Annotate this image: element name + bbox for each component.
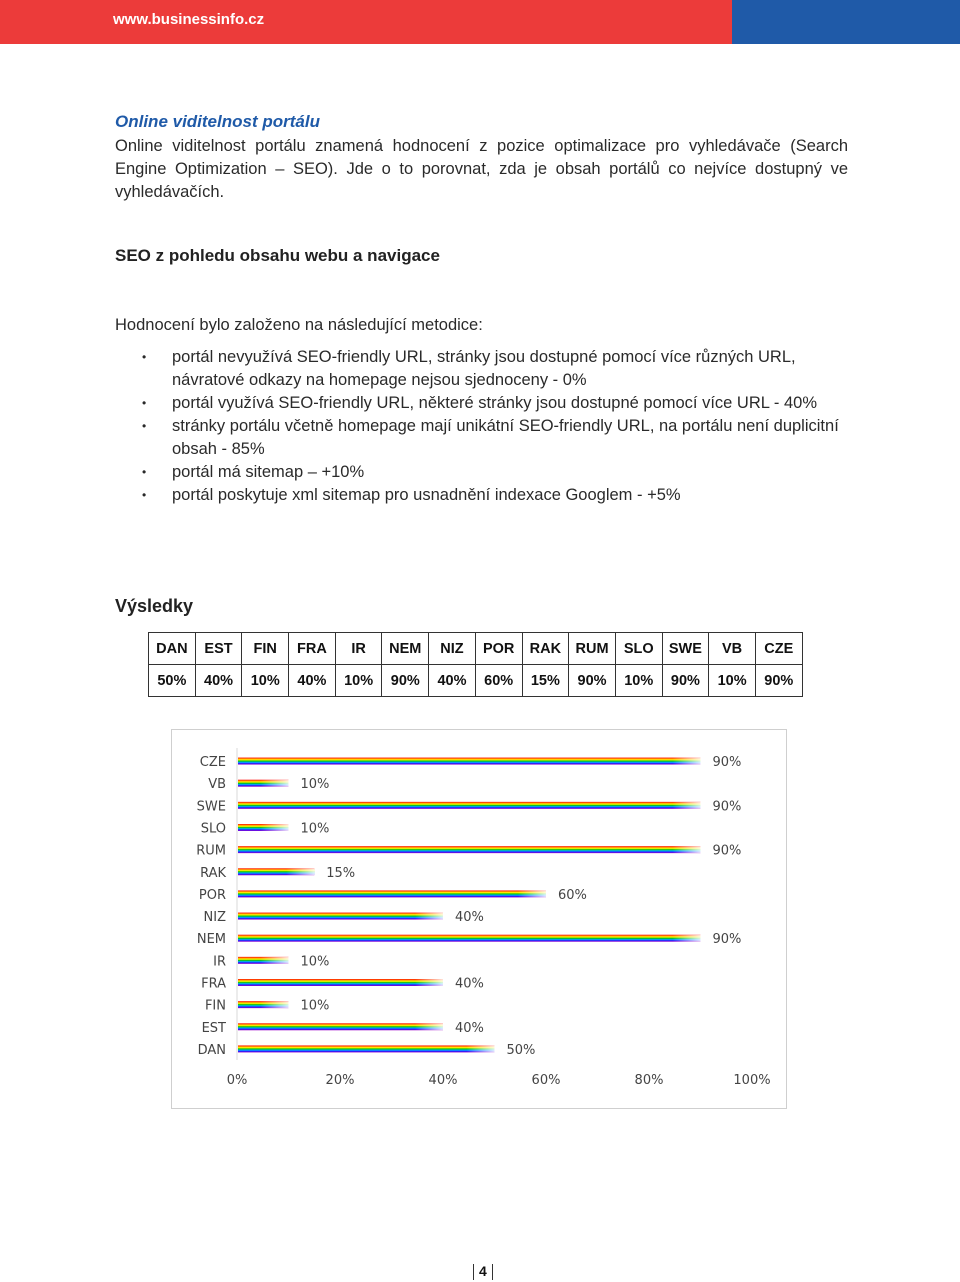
country-header: RAK (522, 633, 569, 665)
bar-tip (415, 913, 443, 920)
score-cell: 10% (615, 665, 662, 697)
category-label: SLO (200, 821, 226, 837)
results-header-row (149, 633, 803, 665)
category-label: NEM (196, 932, 226, 948)
score-cell: 50% (149, 665, 196, 697)
country-header: EST (195, 633, 242, 665)
score-cell: 40% (289, 665, 336, 697)
site-url[interactable]: www.businessinfo.cz (113, 11, 265, 28)
results-table (148, 632, 803, 697)
bar-est (238, 1023, 443, 1030)
bar-tip (673, 802, 701, 809)
x-tick-label: 40% (428, 1073, 458, 1088)
bar-tip (467, 1045, 495, 1052)
country-header: POR (475, 633, 522, 665)
x-tick-label: 60% (531, 1073, 561, 1088)
country-header: NIZ (429, 633, 476, 665)
bar-tip (261, 824, 289, 831)
x-tick-label: 0% (226, 1073, 248, 1088)
bar-fra (238, 979, 443, 986)
bar-tip (518, 890, 546, 897)
data-label: 90% (712, 843, 742, 859)
score-cell: 10% (335, 665, 382, 697)
data-label: 60% (558, 887, 587, 903)
bar-nem (238, 935, 701, 942)
data-label: 40% (455, 976, 484, 992)
score-cell: 10% (709, 665, 756, 697)
category-label: VB (208, 777, 226, 793)
bar-tip (673, 758, 701, 765)
country-header: SWE (662, 633, 709, 665)
country-header: FIN (242, 633, 289, 665)
bar-por (238, 890, 546, 897)
method-item: • portál poskytuje xml sitemap pro usnadnění indexace Googlem - +5% (142, 484, 842, 507)
score-cell: 90% (569, 665, 616, 697)
method-list (142, 346, 842, 507)
bar-tip (261, 957, 289, 964)
method-item: • portál má sitemap – +10% (142, 461, 842, 484)
country-header: NEM (382, 633, 429, 665)
country-header: CZE (755, 633, 802, 665)
results-value-row (149, 665, 803, 697)
score-cell: 10% (242, 665, 289, 697)
score-cell: 40% (195, 665, 242, 697)
data-label: 10% (300, 777, 330, 793)
data-label: 15% (326, 865, 356, 881)
country-header: IR (335, 633, 382, 665)
score-cell: 60% (475, 665, 522, 697)
category-label: EST (201, 1020, 226, 1036)
data-label: 40% (455, 1020, 484, 1036)
page-number (468, 1263, 498, 1280)
bar-swe (238, 802, 701, 809)
bar-rum (238, 846, 701, 853)
country-header: FRA (289, 633, 336, 665)
country-header: VB (709, 633, 756, 665)
method-intro: Hodnocení bylo založeno na následující metodice: (115, 316, 483, 334)
data-label: 50% (506, 1042, 536, 1058)
bar-cze (238, 758, 701, 765)
score-cell: 15% (522, 665, 569, 697)
category-label: CZE (199, 755, 226, 771)
category-label: DAN (197, 1042, 226, 1058)
country-header: SLO (615, 633, 662, 665)
data-label: 10% (300, 821, 330, 837)
bar-tip (286, 868, 314, 875)
seo-heading: SEO z pohledu obsahu webu a navigace (115, 246, 440, 265)
bar-niz (238, 913, 443, 920)
category-label: RAK (200, 865, 226, 881)
category-label: FIN (204, 998, 226, 1014)
page-divider-left (473, 1264, 474, 1280)
method-item: • portál využívá SEO-friendly URL, některé stránky jsou dostupné pomocí více URL - 40% (142, 392, 842, 415)
page-divider-right (492, 1264, 493, 1280)
bar-tip (261, 780, 289, 787)
category-label: SWE (196, 799, 226, 815)
banner-accent (732, 0, 960, 44)
country-header: DAN (149, 633, 196, 665)
x-tick-label: 80% (634, 1073, 664, 1088)
data-label: 90% (712, 755, 742, 771)
data-label: 90% (712, 799, 742, 815)
bar-tip (415, 979, 443, 986)
category-label: IR (213, 954, 226, 970)
data-label: 10% (300, 998, 330, 1014)
bar-tip (673, 935, 701, 942)
score-cell: 90% (755, 665, 802, 697)
bar-tip (261, 1001, 289, 1008)
results-heading: Výsledky (115, 596, 194, 616)
x-tick-label: 20% (325, 1073, 355, 1088)
method-item: • stránky portálu včetně homepage mají unikátní SEO-friendly URL, na portálu není duplicitní obsah - 85% (142, 415, 842, 461)
country-header: RUM (569, 633, 616, 665)
category-label: NIZ (203, 910, 226, 926)
category-label: POR (198, 887, 226, 903)
method-item: • portál nevyužívá SEO-friendly URL, stránky jsou dostupné pomocí více různých URL, návratové odkazy na homepage nejsou sjednoceny - 0% (142, 346, 842, 392)
bar-dan (238, 1045, 495, 1052)
page-number-text: 4 (479, 1263, 487, 1279)
top-banner (0, 0, 960, 44)
section-title: Online viditelnost portálu (115, 112, 320, 131)
bar-chart (172, 730, 786, 1108)
intro-paragraph: Online viditelnost portálu znamená hodnocení z pozice optimalizace pro vyhledávače (Search Engine Optimization – SEO). Jde o to porovnat, zda je obsah portálů co nejvíce dostupný ve vyhledávačích. (115, 137, 848, 201)
data-label: 90% (712, 932, 742, 948)
data-label: 40% (455, 910, 484, 926)
data-label: 10% (300, 954, 330, 970)
bar-tip (673, 846, 701, 853)
score-cell: 40% (429, 665, 476, 697)
category-label: RUM (196, 843, 226, 859)
results-chart (171, 729, 787, 1109)
bar-tip (415, 1023, 443, 1030)
category-label: FRA (201, 976, 226, 992)
x-tick-label: 100% (733, 1073, 771, 1088)
score-cell: 90% (662, 665, 709, 697)
score-cell: 90% (382, 665, 429, 697)
